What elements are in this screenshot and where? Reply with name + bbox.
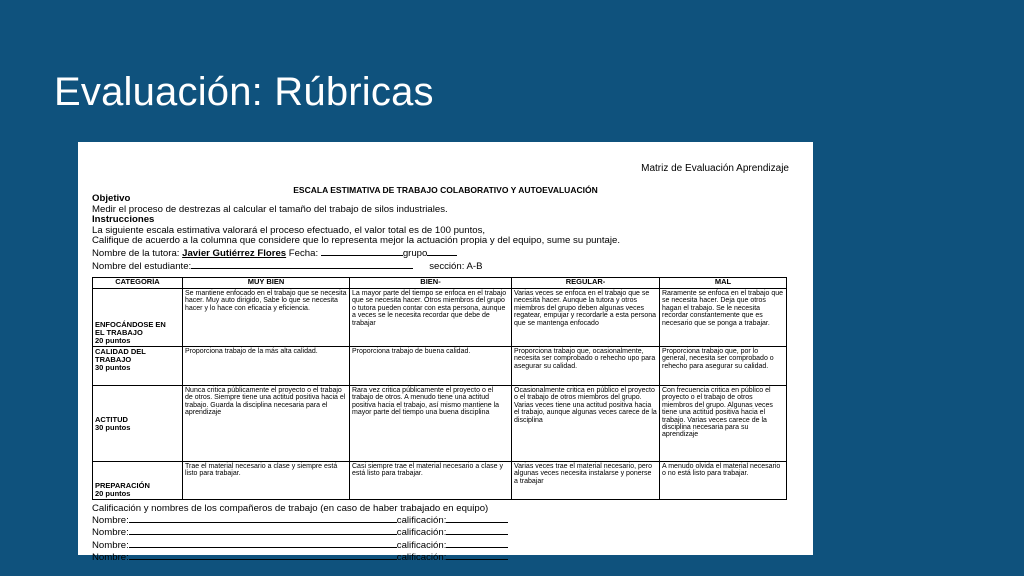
category-line: EL TRABAJO [95,328,143,337]
objective-text: Medir el proceso de destrezas al calcular el tamaño del trabajo de silos industriales. [92,203,448,215]
category-line: 20 puntos [95,489,131,498]
name-blank [129,514,397,523]
instructions-line-2: Califique de acuerdo a la columna que considere que lo representa mejor la actuación propia y del equipo, sume su puntaje. [92,235,620,247]
category-line: ACTITUD [95,414,128,424]
student-line [92,260,797,273]
grade-blank [446,526,508,535]
teammate-name-label: Nombre: [92,527,129,539]
rubric-cell-mal: Raramente se enfoca en el trabajo que se necesita hacer. Deja que otros hagan el trabajo. Se le necesita recordar constantemente que es necesario que se ponga a trabajar. [660,289,787,347]
teammate-row [92,526,797,538]
slide-title: Evaluación: Rúbricas [54,70,434,114]
category-line: TRABAJO [95,355,132,364]
section-label: sección: A-B [429,260,483,272]
rubric-row-enfocandose [93,289,787,347]
document-header: Matriz de Evaluación Aprendizaje [641,163,789,174]
category-cell [93,289,183,347]
rubric-cell-mal: A menudo olvida el material necesario o no está listo para trabajar. [660,462,787,500]
date-label: Fecha: [288,247,319,259]
name-blank [129,526,397,535]
teammate-grade-label: calificación: [396,539,447,551]
rubric-cell-bien: La mayor parte del tiempo se enfoca en el trabajo que se necesita hacer. Otros miembros del grupo o tutora pueden contar con esta persona, aunque a veces se le necesita recordar que debe de trabajar [350,289,512,347]
rubric-cell-regular: Varias veces trae el material necesario, pero algunas veces necesita instalarse y ponerse a trabajar [512,462,660,500]
category-cell [93,462,183,500]
rubric-cell-bien: Casi siempre trae el material necesario a clase y está listo para trabajar. [350,462,512,500]
rubric-cell-regular: Proporciona trabajo que, ocasionalmente, necesita ser comprobado o rehecho upo para asegurar su calidad. [512,347,660,386]
date-blank [321,247,403,256]
rubric-cell-mal: Proporciona trabajo que, por lo general, necesita ser comprobado o rehecho para asegurar su calidad. [660,347,787,386]
objective-heading: Objetivo [92,193,131,204]
rubric-cell-regular: Ocasionalmente critica en público el proyecto o el trabajo de otros miembros del grupo. Varias veces tiene una actitud positiva hacia el trabajo, aunque algunas veces carece de la disciplina [512,386,660,462]
rubric-cell-mal: Con frecuencia critica en público el proyecto o el trabajo de otros miembros del grupo. Algunas veces tiene una actitud positiva hacia el trabajo. Varias veces carece de la disciplina necesaria para su aprendizaje [660,386,787,462]
document-subtitle: ESCALA ESTIMATIVA DE TRABAJO COLABORATIVO Y AUTOEVALUACIÓN [293,185,598,195]
teammate-name-label: Nombre: [92,551,129,563]
rubric-cell-bien: Rara vez critica públicamente el proyecto o el trabajo de otros. A menudo tiene una actitud positiva hacia el trabajo, así mismo mantiene la mayor parte del tiempo una buena disciplina [350,386,512,462]
teammate-name-label: Nombre: [92,515,129,527]
rubric-document-image [78,142,813,563]
tutor-name: Javier Gutiérrez Flores [182,247,287,259]
category-cell [93,347,183,386]
group-blank [427,247,457,256]
rubric-cell-bien: Proporciona trabajo de buena calidad. [350,347,512,386]
grade-blank [446,514,508,523]
grade-blank [446,539,508,548]
name-blank [129,539,397,548]
category-line: 20 puntos [95,336,131,345]
category-line: 30 puntos [95,422,131,432]
category-line: CALIDAD DEL [95,347,146,356]
tutor-label: Nombre de la tutora: [92,247,180,259]
category-cell [93,386,183,462]
teammate-grade-label: calificación: [396,527,447,539]
rubric-cell-muy-bien: Se mantiene enfocado en el trabajo que se necesita hacer. Muy auto dirigido, Sabe lo que se necesita hacer y lo hace con eficacia y eficiencia. [183,289,350,347]
student-blank [191,260,413,269]
rubric-row-actitud [93,386,787,462]
rubric-row-calidad [93,347,787,386]
student-label: Nombre del estudiante: [92,260,192,272]
header-muy-bien: MUY BIEN [183,278,350,289]
teammate-row [92,551,797,563]
teammate-name-label: Nombre: [92,539,129,551]
name-blank [129,551,397,560]
teammate-row [92,514,797,526]
grade-blank [446,551,508,560]
rubric-cell-muy-bien: Nunca critica públicamente el proyecto o el trabajo de otros. Siempre tiene una actitud positiva hacia el trabajo. Guarda la disciplina necesaria para el aprendizaje [183,386,350,462]
header-categoria: CATEGORÍA [93,278,183,289]
rubric-cell-muy-bien: Proporciona trabajo de la más alta calidad. [183,347,350,386]
tutor-line [92,247,797,260]
category-line: ENFOCÁNDOSE EN [95,320,166,329]
teammates-heading: Calificación y nombres de los compañeros de trabajo (en caso de haber trabajado en equipo) [92,503,489,514]
instructions-line-1: La siguiente escala estimativa valorará el proceso efectuado, el valor total es de 100 puntos, [92,224,486,236]
document-intro [92,194,797,272]
teammate-grade-label: calificación: [396,515,447,527]
rubric-row-preparacion [93,462,787,500]
header-regular: REGULAR- [512,278,660,289]
teammates-section [92,504,797,563]
rubric-cell-muy-bien: Trae el material necesario a clase y siempre está listo para trabajar. [183,462,350,500]
group-label: grupo [402,247,428,259]
header-bien: BIEN- [350,278,512,289]
teammate-row [92,539,797,551]
rubric-cell-regular: Varias veces se enfoca en el trabajo que se necesita hacer. Aunque la tutora y otros miembros del grupo deben algunas veces regatear, empujar y recordarle a esta persona que se mantenga enfocado [512,289,660,347]
category-line: 30 puntos [95,363,131,372]
teammate-grade-label: calificación: [396,551,447,563]
instructions-heading: Instrucciones [92,214,155,226]
rubric-table [92,277,787,500]
header-mal: MAL [660,278,787,289]
rubric-header-row [93,278,787,289]
category-line: PREPARACIÓN [95,481,150,490]
